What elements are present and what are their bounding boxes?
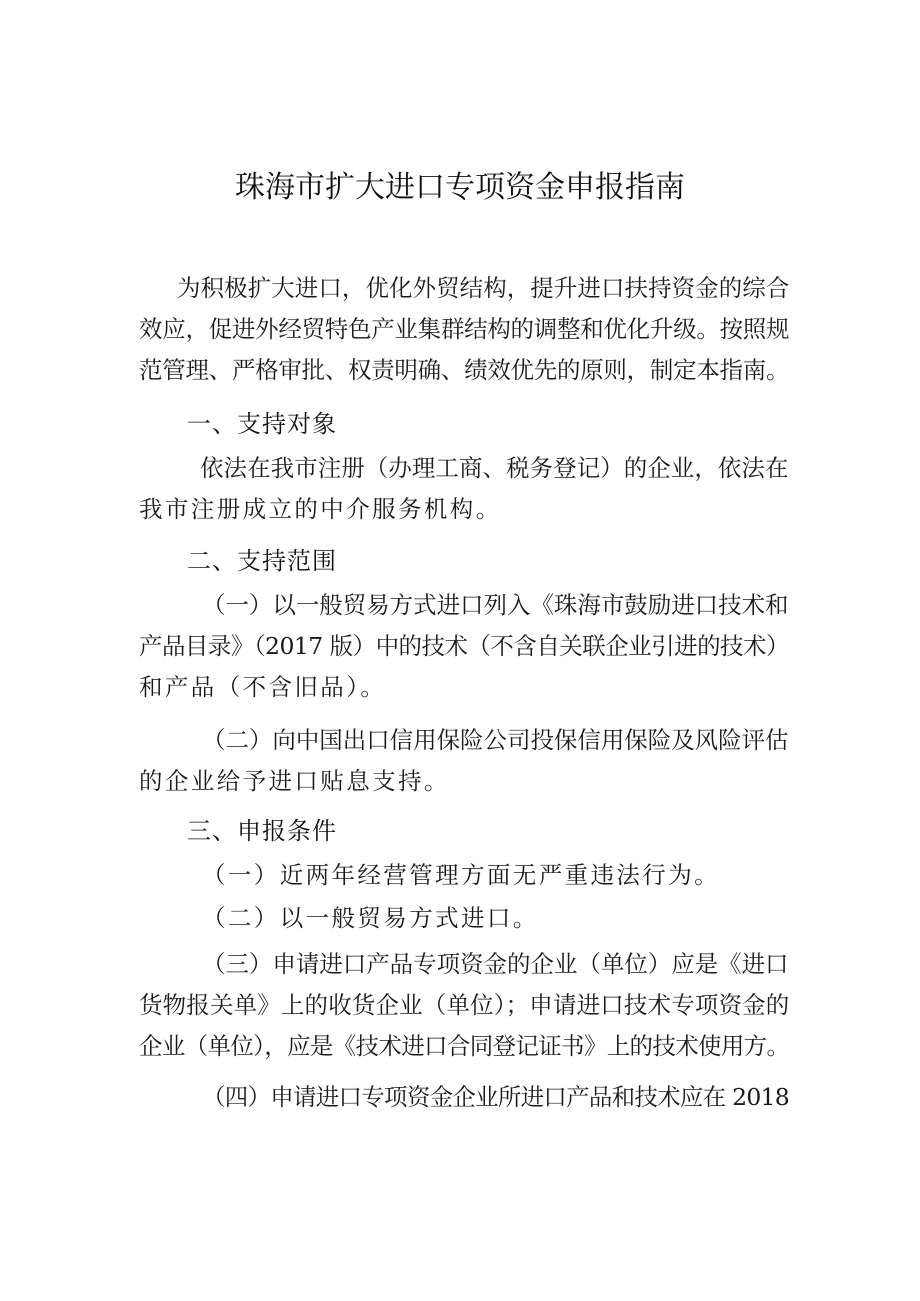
section-3-paragraph-2 [139,898,789,939]
paragraph-line: 产品目录》（2017 版）中的技术（不含自关联企业引进的技术） [139,632,789,660]
paragraph-line: （四）申请进口专项资金企业所进口产品和技术应在 2018 [202,1083,789,1111]
document-title: 珠海市扩大进口专项资金申报指南 [235,170,685,205]
paragraph-line: （二）以一般贸易方式进口。 [202,904,539,932]
section-heading: 一、支持对象 [187,410,337,438]
paragraph-line: 范管理、严格审批、权责明确、绩效优先的原则，制定本指南。 [139,356,790,384]
section-heading: 二、支持范围 [187,547,337,575]
paragraph-line: （三）申请进口产品专项资金的企业（单位）应是《进口 [202,950,789,978]
intro-paragraph [139,268,789,391]
section-3-paragraph-1 [139,855,789,896]
paragraph-line: 我市注册成立的中介服务机构。 [139,495,502,523]
section-2-paragraph-1 [139,585,789,708]
section-1-paragraph-1 [139,448,789,530]
paragraph-line: 效应，促进外经贸特色产业集群结构的调整和优化升级。按照规 [139,315,790,343]
paragraph-line: （二）向中国出口信用保险公司投保信用保险及风险评估 [202,726,789,754]
section-heading: 三、申报条件 [187,817,337,845]
paragraph-line: 企业（单位），应是《技术进口合同登记证书》上的技术使用方。 [139,1032,790,1060]
paragraph-line: 的企业给予进口贴息支持。 [139,767,450,795]
paragraph-line: 货物报关单》上的收货企业（单位）；申请进口技术专项资金的 [139,991,790,1019]
section-3-paragraph-4 [139,1077,789,1118]
paragraph-line: 为积极扩大进口，优化外贸结构，提升进口扶持资金的综合 [177,274,790,302]
paragraph-line: （一）以一般贸易方式进口列入《珠海市鼓励进口技术和 [202,591,789,619]
paragraph-line: 依法在我市注册（办理工商、税务登记）的企业，依法在 [200,454,789,482]
section-3-paragraph-3 [139,944,789,1067]
section-2-paragraph-2 [139,720,789,802]
paragraph-line: 和产品（不含旧品）。 [139,673,387,701]
paragraph-line: （一）近两年经营管理方面无严重违法行为。 [202,861,720,889]
